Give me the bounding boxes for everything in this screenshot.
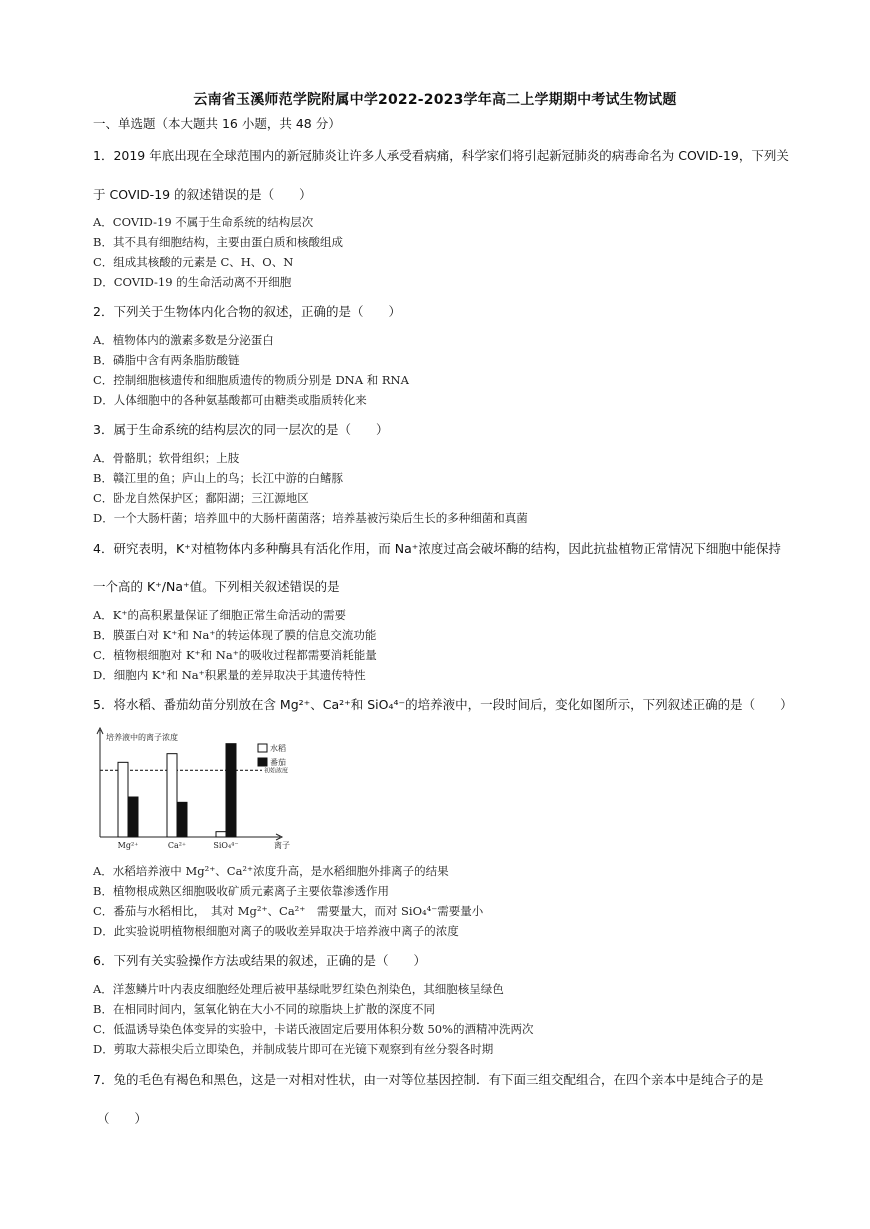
bar-tomato-2 — [226, 744, 236, 837]
bar-rice-0 — [118, 762, 128, 837]
question-3-option-b: B．赣江里的鱼；庐山上的鸟；长江中游的白鳍豚 — [93, 471, 343, 485]
question-7-stem-line-1: 7．兔的毛色有褐色和黑色，这是一对相对性状，由一对等位基因控制．有下面三组交配组合，在四个亲本中是纯合子的是 — [93, 1072, 764, 1087]
x-axis-label: 离子 — [274, 841, 290, 850]
question-5-stem: 5．将水稻、番茄幼苗分别放在含 Mg²⁺、Ca²⁺和 SiO₄⁴⁻的培养液中，一段时间后，变化如图所示，下列叙述正确的是（ ） — [93, 697, 793, 712]
y-axis-label: 培养液中的离子浓度 — [106, 733, 178, 742]
question-2-option-a: A．植物体内的激素多数是分泌蛋白 — [93, 333, 274, 347]
question-2-option-c: C．控制细胞核遗传和细胞质遗传的物质分别是 DNA 和 RNA — [93, 373, 409, 387]
question-3-option-c: C．卧龙自然保护区；鄱阳湖；三江源地区 — [93, 491, 309, 505]
question-6-option-b: B．在相同时间内，氢氧化钠在大小不同的琼脂块上扩散的深度不同 — [93, 1002, 435, 1016]
question-5-option-c: C．番茄与水稻相比， 其对 Mg²⁺、Ca²⁺ 需要量大，而对 SiO₄⁴⁻需要量小 — [93, 904, 484, 918]
question-1-option-c: C．组成其核酸的元素是 C、H、O、N — [93, 255, 294, 269]
ion-concentration-chart — [90, 722, 300, 852]
legend-swatch-1 — [258, 758, 267, 766]
question-6-option-a: A．洋葱鳞片叶内表皮细胞经处理后被甲基绿吡罗红染色剂染色，其细胞核呈绿色 — [93, 982, 504, 996]
question-4-option-b: B．膜蛋白对 K⁺和 Na⁺的转运体现了膜的信息交流功能 — [93, 628, 377, 642]
bar-rice-2 — [216, 832, 226, 837]
question-4-option-c: C．植物根细胞对 K⁺和 Na⁺的吸收过程都需要消耗能量 — [93, 648, 377, 662]
question-2-option-b: B．磷脂中含有两条脂肪酸链 — [93, 353, 240, 367]
bar-tomato-1 — [177, 802, 187, 837]
question-7-stem-line-2: （ ） — [97, 1111, 148, 1126]
page-title: 云南省玉溪师范学院附属中学2022-2023学年高二上学期期中考试生物试题 — [193, 92, 677, 108]
question-3-stem: 3．属于生命系统的结构层次的同一层次的是（ ） — [93, 422, 389, 437]
section-heading: 一、单选题（本大题共 16 小题，共 48 分） — [93, 116, 341, 131]
question-1-option-a: A．COVID-19 不属于生命系统的结构层次 — [93, 215, 314, 229]
question-6-stem: 6．下列有关实验操作方法或结果的叙述，正确的是（ ） — [93, 953, 426, 968]
question-5-option-a: A．水稻培养液中 Mg²⁺、Ca²⁺浓度升高，是水稻细胞外排离子的结果 — [93, 864, 449, 878]
question-1-stem-line-2: 于 COVID-19 的叙述错误的是（ ） — [93, 187, 312, 202]
question-1-option-b: B．其不具有细胞结构，主要由蛋白质和核酸组成 — [93, 235, 343, 249]
question-2-option-d: D．人体细胞中的各种氨基酸都可由糖类或脂质转化来 — [93, 393, 367, 407]
x-tick-label: Ca²⁺ — [167, 841, 187, 850]
question-4-stem-line-2: 一个高的 K⁺/Na⁺值。下列相关叙述错误的是 — [93, 579, 340, 594]
question-1-option-d: D．COVID-19 的生命活动离不开细胞 — [93, 275, 292, 289]
question-2-stem: 2．下列关于生物体内化合物的叙述，正确的是（ ） — [93, 304, 401, 319]
bar-rice-1 — [167, 754, 177, 837]
question-3-option-d: D．一个大肠杆菌；培养皿中的大肠杆菌菌落；培养基被污染后生长的多种细菌和真菌 — [93, 511, 528, 525]
question-3-option-a: A．骨骼肌；软骨组织；上肢 — [93, 451, 240, 465]
chart-bars — [118, 744, 236, 837]
question-4-option-a: A．K⁺的高积累量保证了细胞正常生命活动的需要 — [93, 608, 346, 622]
x-tick-label: Mg²⁺ — [117, 841, 139, 850]
question-5-option-b: B．植物根成熟区细胞吸收矿质元素离子主要依靠渗透作用 — [93, 884, 389, 898]
legend-label-1: 番茄 — [270, 758, 286, 767]
legend-swatch-0 — [258, 744, 267, 752]
question-6-option-c: C．低温诱导染色体变异的实验中，卡诺氏液固定后要用体积分数 50%的酒精冲洗两次 — [93, 1022, 534, 1036]
initial-concentration-label: 初始浓度 — [264, 767, 289, 775]
legend-label-0: 水稻 — [270, 744, 286, 753]
question-4-stem-line-1: 4．研究表明，K⁺对植物体内多种酶具有活化作用，而 Na⁺浓度过高会破坏酶的结构，因此抗盐植物正常情况下细胞中能保持 — [93, 541, 781, 556]
question-1-stem-line-1: 1．2019 年底出现在全球范围内的新冠肺炎让许多人承受看病痛，科学家们将引起新冠肺炎的病毒命名为 COVID-19，下列关 — [93, 148, 789, 163]
question-6-option-d: D．剪取大蒜根尖后立即染色，并制成装片即可在光镜下观察到有丝分裂各时期 — [93, 1042, 494, 1056]
bar-tomato-0 — [128, 797, 138, 837]
question-4-option-d: D．细胞内 K⁺和 Na⁺积累量的差异取决于其遗传特性 — [93, 668, 366, 682]
x-tick-label: SiO₄⁴⁻ — [213, 841, 239, 850]
question-5-option-d: D．此实验说明植物根细胞对离子的吸收差异取决于培养液中离子的浓度 — [93, 924, 459, 938]
